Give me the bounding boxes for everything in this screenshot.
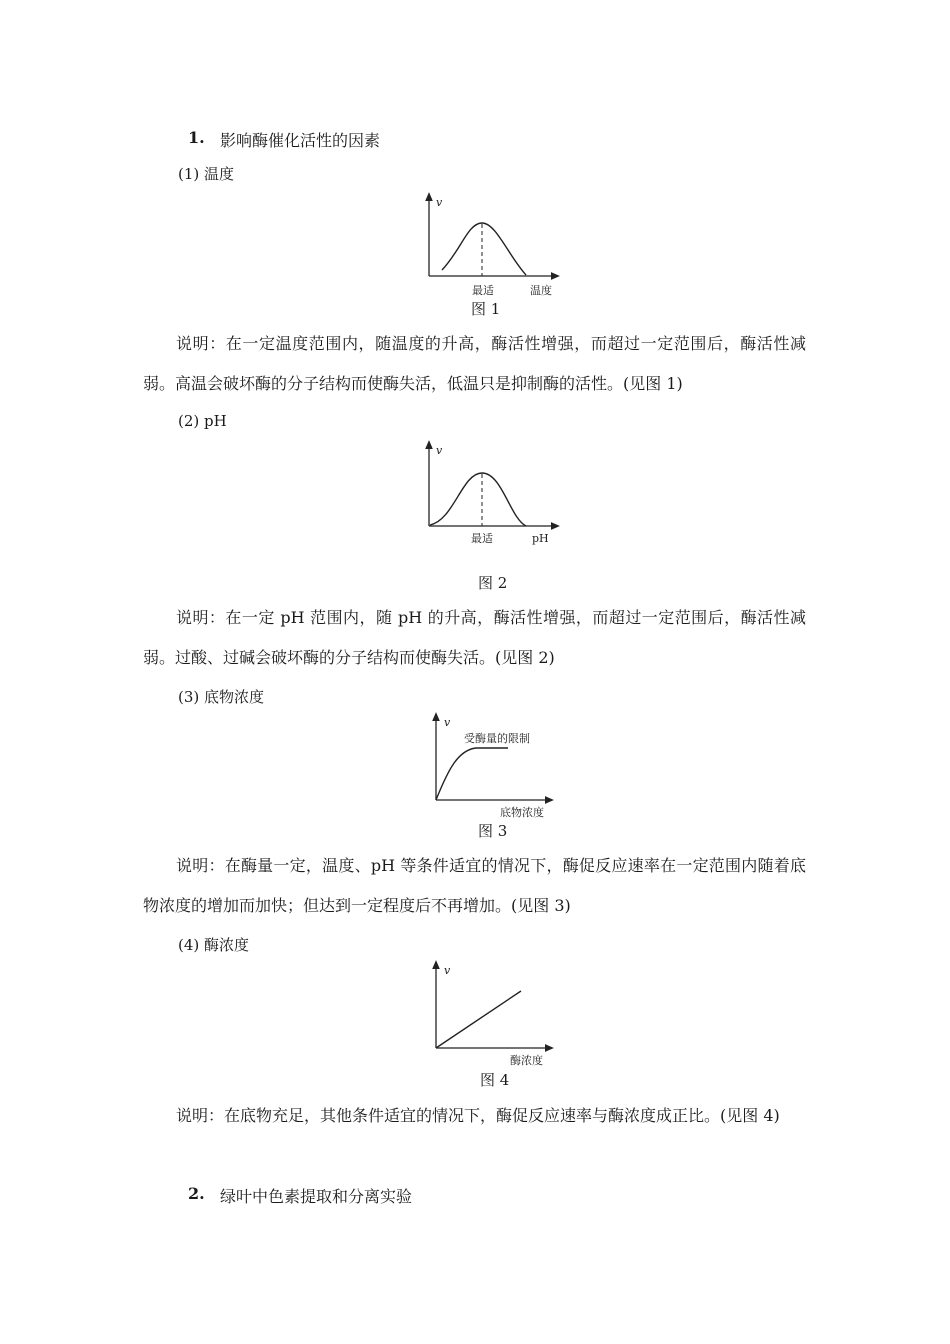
enzyme-y-label: v — [444, 964, 451, 977]
substrate-annotation: 受酶量的限制 — [464, 732, 530, 745]
substrate-figure — [424, 712, 559, 822]
ph-x-label: pH — [532, 532, 549, 545]
temp-figure — [416, 190, 566, 302]
ph-figure — [416, 438, 566, 550]
ph-curve — [430, 473, 526, 526]
substrate-y-label: v — [444, 716, 451, 729]
ph-heading: (2) pH — [178, 412, 227, 430]
temp-heading: (1) 温度 — [178, 165, 235, 183]
section-2-number: 2. — [188, 1184, 205, 1203]
ph-caption: 图 2 — [478, 574, 508, 592]
enzyme-heading: (4) 酶浓度 — [178, 936, 250, 954]
temp-optimum-label: 最适 — [472, 284, 494, 297]
substrate-caption: 图 3 — [478, 822, 508, 840]
ph-note: 说明：在一定 pH 范围内，随 pH 的升高，酶活性增强，而超过一定范围后，酶活性减弱。过酸、过碱会破坏酶的分子结构而使酶失活。(见图 2) — [143, 608, 806, 667]
substrate-heading: (3) 底物浓度 — [178, 688, 265, 706]
section-1-title: 影响酶催化活性的因素 — [220, 131, 381, 150]
enzyme-line — [436, 991, 521, 1048]
section-1-number: 1. — [188, 128, 205, 147]
enzyme-caption: 图 4 — [480, 1071, 510, 1089]
enzyme-note: 说明：在底物充足，其他条件适宜的情况下，酶促反应速率与酶浓度成正比。(见图 4) — [176, 1106, 780, 1125]
temp-x-label: 温度 — [530, 284, 552, 297]
temp-curve — [442, 223, 526, 275]
temp-caption: 图 1 — [471, 300, 501, 318]
temp-note: 说明：在一定温度范围内，随温度的升高，酶活性增强，而超过一定范围后，酶活性减弱。高温会破坏酶的分子结构而使酶失活，低温只是抑制酶的活性。(见图 1) — [143, 334, 806, 393]
substrate-x-label: 底物浓度 — [500, 806, 544, 819]
ph-optimum-label: 最适 — [471, 532, 493, 545]
enzyme-figure — [424, 960, 559, 1070]
section-2-title: 绿叶中色素提取和分离实验 — [220, 1187, 413, 1206]
enzyme-x-label: 酶浓度 — [510, 1054, 543, 1067]
ph-y-label: v — [436, 444, 443, 457]
temp-y-label: v — [436, 196, 443, 209]
substrate-note: 说明：在酶量一定，温度、pH 等条件适宜的情况下，酶促反应速率在一定范围内随着底物浓度的增加而加快；但达到一定程度后不再增加。(见图 3) — [143, 856, 806, 915]
substrate-curve — [436, 748, 508, 800]
